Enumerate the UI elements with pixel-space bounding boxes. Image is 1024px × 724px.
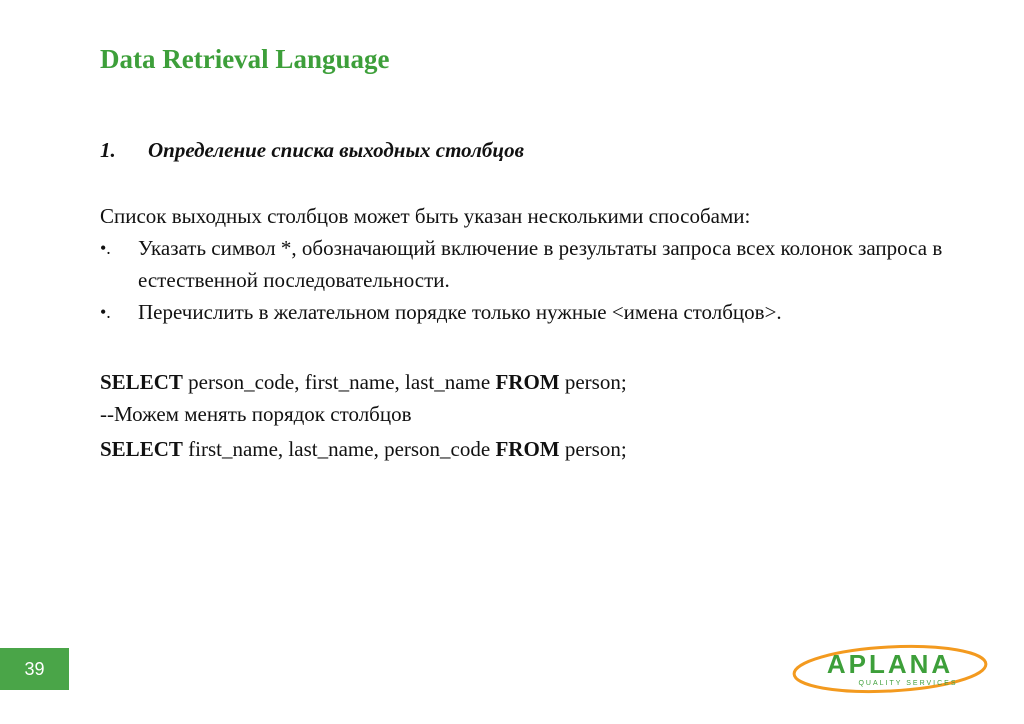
sql-keyword: FROM (495, 437, 560, 461)
page-number-badge: 39 (0, 648, 69, 690)
aplana-logo (790, 643, 990, 695)
list-item-text: Перечислить в желательном порядке только нужные <имена столбцов>. (138, 300, 782, 324)
slide-title: Data Retrieval Language (100, 44, 390, 74)
bullet-list (100, 232, 1000, 328)
sql-keyword: SELECT (100, 437, 183, 461)
bullet-icon: •. (100, 302, 111, 322)
sql-table: person; (559, 437, 627, 461)
sql-line-2 (100, 433, 627, 465)
section-number: 1. (100, 138, 116, 162)
sql-columns: person_code, first_name, last_name (182, 370, 496, 394)
list-item (100, 296, 1000, 328)
sql-table: person; (559, 370, 627, 394)
section-heading-text: Определение списка выходных столбцов (148, 138, 524, 162)
intro-text: Список выходных столбцов может быть указан несколькими способами: (100, 204, 751, 228)
sql-columns: first_name, last_name, person_code (182, 437, 496, 461)
sql-keyword: FROM (495, 370, 560, 394)
bullet-icon: •. (100, 238, 111, 258)
list-item (100, 232, 1000, 296)
sql-line-1 (100, 366, 627, 398)
section-heading (100, 138, 524, 163)
svg-text:QUALITY SERVICES: QUALITY SERVICES (858, 680, 958, 687)
sql-comment: --Можем менять порядок столбцов (100, 402, 412, 426)
svg-text:APLANA: APLANA (826, 649, 954, 679)
list-item-text: Указать символ *, обозначающий включение в результаты запроса всех колонок запроса в естественной последовательности. (138, 236, 943, 292)
sql-keyword: SELECT (100, 370, 183, 394)
